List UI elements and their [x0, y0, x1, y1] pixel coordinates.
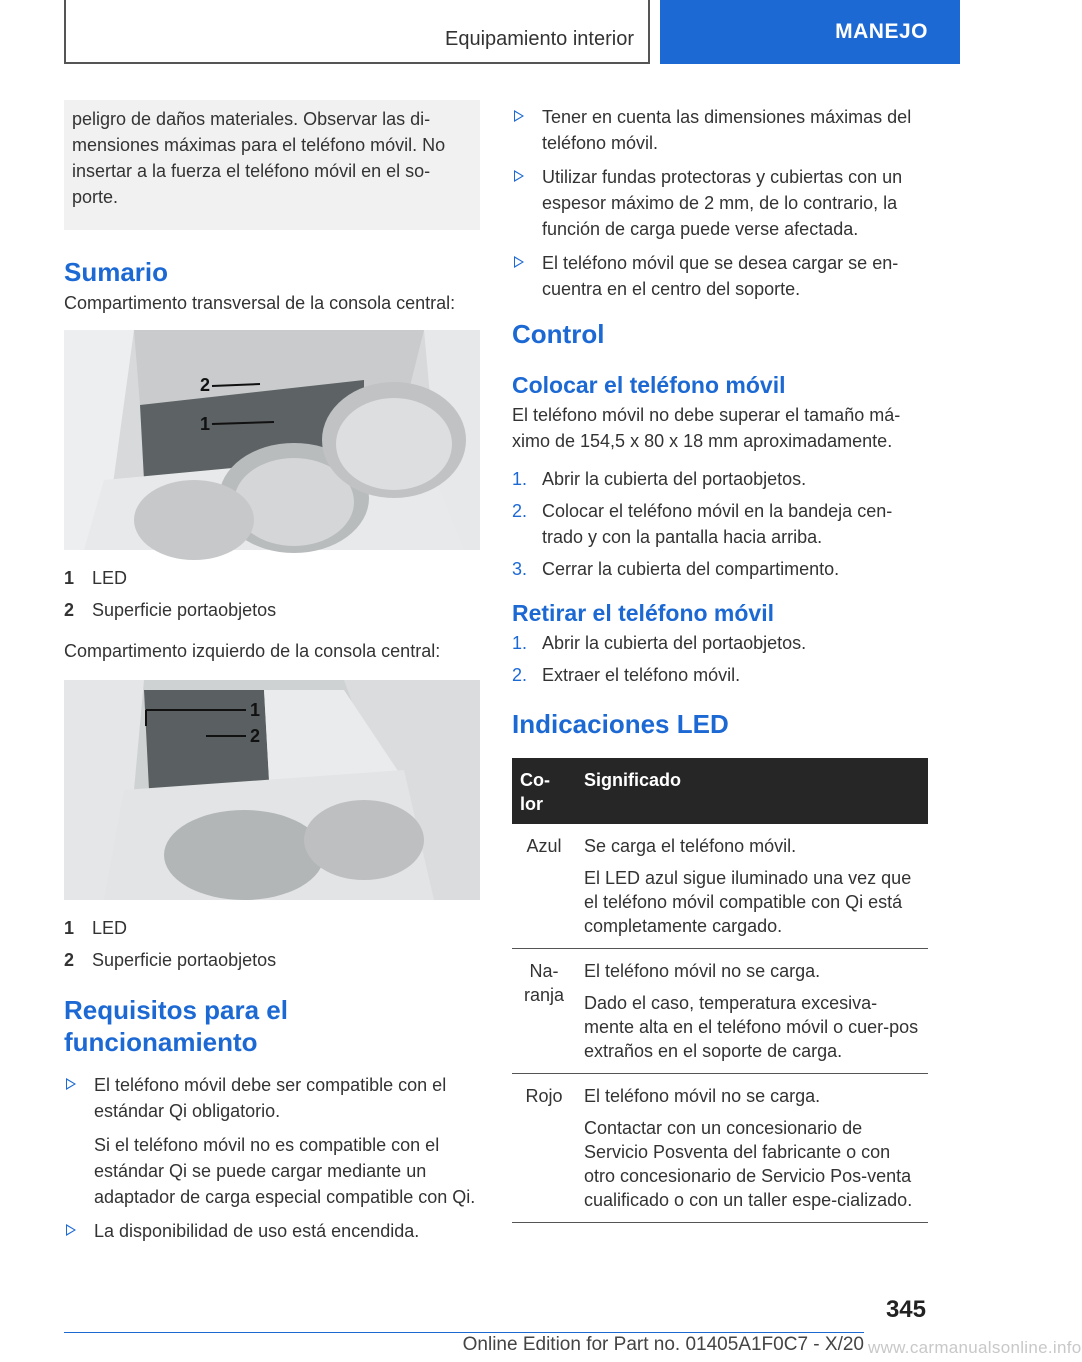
list-item-text: Tener en cuenta las dimensiones máximas del teléfono móvil.	[542, 107, 912, 153]
cell-color: Azul	[512, 824, 576, 949]
list-item	[64, 1218, 480, 1244]
header-divider-left	[64, 0, 66, 64]
legend-label: LED	[92, 568, 128, 588]
list-item-text: Utilizar fundas protectoras y cubiertas con un espesor máximo de 2 mm, de lo contrario, la función de carga puede verse afectada.	[542, 167, 903, 239]
warning-note: peligro de daños materiales. Observar las di-mensiones máximas para el teléfono móvil. No insertar a la fuerza el teléfono móvil en el so-porte.	[64, 100, 480, 230]
heading-control: Control	[512, 319, 605, 349]
list-item	[512, 164, 928, 242]
list-item-detail: Si el teléfono móvil no es compatible con el estándar Qi se puede cargar mediante un adaptador de carga especial compatible con Qi.	[94, 1135, 476, 1207]
triangle-bullet-icon	[514, 256, 524, 268]
step-item	[512, 630, 928, 656]
legend-item	[64, 562, 480, 594]
step-number: 3.	[512, 559, 528, 579]
sumario-text: Compartimento transversal de la consola central:	[64, 293, 456, 313]
right-column	[512, 100, 928, 1223]
footer-divider	[64, 1332, 864, 1333]
heading-led: Indicaciones LED	[512, 709, 729, 739]
callout-1: 1	[250, 700, 261, 720]
column-header-meaning: Significado	[576, 758, 928, 824]
legend-label: LED	[92, 918, 128, 938]
header-divider-right	[648, 0, 650, 64]
step-number: 1.	[512, 469, 528, 489]
header-divider-bottom	[64, 62, 650, 64]
step-number: 2.	[512, 501, 528, 521]
meaning-line: Se carga el teléfono móvil.	[584, 836, 797, 856]
step-number: 2.	[512, 665, 528, 685]
legend-item	[64, 944, 480, 976]
colocar-text: El teléfono móvil no debe superar el tamaño má-ximo de 154,5 x 80 x 18 mm aproximadamente.	[512, 405, 901, 451]
step-text: Abrir la cubierta del portaobjetos.	[542, 469, 807, 489]
cell-meaning	[576, 1074, 928, 1223]
console-photo-left	[64, 680, 480, 900]
meaning-line: El teléfono móvil no se carga.	[584, 961, 821, 981]
step-item	[512, 498, 928, 550]
legend-item	[64, 912, 480, 944]
table-row	[512, 949, 928, 1074]
list-item	[512, 250, 928, 302]
callout-2: 2	[250, 726, 261, 746]
heading-requisitos: Requisitos para el funcionamiento	[64, 995, 288, 1057]
requirements-list-cont	[512, 104, 928, 302]
cell-color: Rojo	[512, 1074, 576, 1223]
cell-meaning	[576, 824, 928, 949]
section-title: Equipamiento interior	[445, 28, 634, 50]
list-item	[512, 104, 928, 156]
step-item	[512, 662, 928, 688]
step-item	[512, 466, 928, 492]
step-item	[512, 556, 928, 582]
chapter-tab-label: MANEJO	[835, 20, 928, 43]
callout-2: 2	[200, 375, 211, 395]
chapter-tab[interactable]	[660, 0, 960, 64]
meaning-detail: El LED azul sigue iluminado una vez que el teléfono móvil compatible con Qi está completamente cargado.	[584, 868, 912, 936]
table-row	[512, 1074, 928, 1223]
triangle-bullet-icon	[514, 170, 524, 182]
list-item-text: El teléfono móvil debe ser compatible con el estándar Qi obligatorio.	[94, 1075, 447, 1121]
colocar-steps	[512, 466, 928, 582]
step-text: Colocar el teléfono móvil en la bandeja cen-trado y con la pantalla hacia arriba.	[542, 501, 893, 547]
legend-number: 1	[64, 568, 75, 588]
legend-number: 2	[64, 600, 75, 620]
legend-label: Superficie portaobjetos	[92, 950, 277, 970]
watermark: www.carmanualsonline.info	[868, 1338, 1082, 1357]
legend-label: Superficie portaobjetos	[92, 600, 277, 620]
list-item-text: El teléfono móvil que se desea cargar se en-cuentra en el centro del soporte.	[542, 253, 899, 299]
fig2-intro: Compartimento izquierdo de la consola central:	[64, 641, 441, 661]
step-number: 1.	[512, 633, 528, 653]
cell-color: Na-ranja	[512, 949, 576, 1074]
legend-number: 1	[64, 918, 75, 938]
legend-item	[64, 594, 480, 626]
meaning-detail: Contactar con un concesionario de Servicio Posventa del fabricante o con otro concesionario de Servicio Pos-venta cualificado o con un taller espe-cializado.	[584, 1118, 913, 1210]
left-column	[64, 100, 480, 1252]
retirar-steps	[512, 630, 928, 688]
step-text: Extraer el teléfono móvil.	[542, 665, 741, 685]
page-number: 345	[885, 1296, 926, 1323]
footer-edition: Online Edition for Part no. 01405A1F0C7 - X/20	[462, 1334, 864, 1355]
heading-retirar: Retirar el teléfono móvil	[512, 600, 775, 626]
column-header-color: Co-lor	[512, 758, 576, 824]
list-item	[64, 1072, 480, 1210]
step-text: Abrir la cubierta del portaobjetos.	[542, 633, 807, 653]
triangle-bullet-icon	[514, 110, 524, 122]
triangle-bullet-icon	[66, 1224, 76, 1236]
fig2-legend	[64, 912, 480, 976]
fig1-legend	[64, 562, 480, 626]
triangle-bullet-icon	[66, 1078, 76, 1090]
list-item-text: La disponibilidad de uso está encendida.	[94, 1221, 420, 1241]
legend-number: 2	[64, 950, 75, 970]
cell-meaning	[576, 949, 928, 1074]
table-header-row	[512, 758, 928, 824]
heading-colocar: Colocar el teléfono móvil	[512, 372, 786, 398]
table-row	[512, 824, 928, 949]
console-photo-transversal	[64, 330, 480, 550]
requirements-list	[64, 1072, 480, 1244]
step-text: Cerrar la cubierta del compartimento.	[542, 559, 840, 579]
callout-1: 1	[200, 414, 211, 434]
heading-sumario: Sumario	[64, 257, 169, 287]
meaning-line: El teléfono móvil no se carga.	[584, 1086, 821, 1106]
meaning-detail: Dado el caso, temperatura excesiva-mente alta en el teléfono móvil o cuer-pos extraños en el soporte de carga.	[584, 993, 919, 1061]
led-table	[512, 758, 928, 1223]
